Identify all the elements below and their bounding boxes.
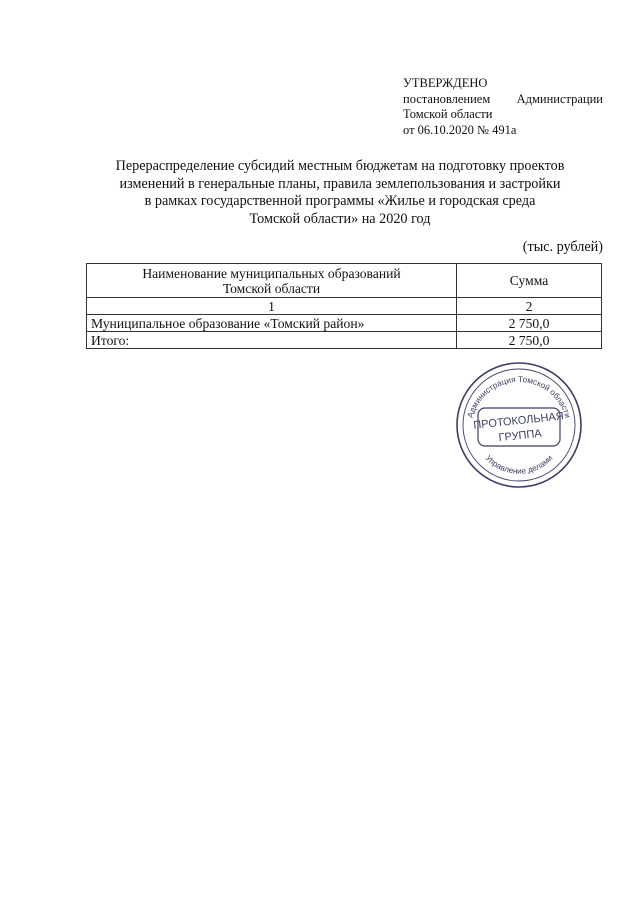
stamp-outer-text-bottom: Управление делами <box>483 453 555 476</box>
municipality-sum-cell: 2 750,0 <box>457 315 602 332</box>
approval-heading: УТВЕРЖДЕНО <box>403 76 488 90</box>
title-line: Томской области» на 2020 год <box>249 210 431 227</box>
approval-region: Томской области <box>403 107 493 121</box>
table-row-total <box>87 332 602 349</box>
approval-resolution-word: постановлением <box>403 91 491 106</box>
official-stamp <box>454 360 584 490</box>
stamp-inner-line2: ГРУППА <box>498 427 543 445</box>
units-label: (тыс. рублей) <box>522 239 603 255</box>
title-line: в рамках государственной программы «Жилье и городская среда <box>144 193 536 209</box>
document-title <box>60 158 620 228</box>
approval-date-number: от 06.10.2020 № 491а <box>403 122 517 137</box>
subsidy-table <box>86 263 602 349</box>
approval-block <box>403 76 603 138</box>
title-line: Перераспределение субсидий местным бюджетам на подготовку проектов <box>115 158 565 174</box>
header-name-cell <box>87 264 457 298</box>
header-name-line2: Томской области <box>222 280 321 296</box>
approval-administration-word: Администрации <box>516 91 603 106</box>
column-number-1: 1 <box>87 298 457 315</box>
stamp-outer-text-top: Администрация Томской области <box>465 374 573 419</box>
header-name-line1: Наименование муниципальных образований <box>142 265 401 281</box>
table-header-row <box>87 264 602 298</box>
table-row <box>87 315 602 332</box>
stamp-inner-line1: ПРОТОКОЛЬНАЯ <box>472 410 565 432</box>
title-line: изменений в генеральные планы, правила землепользования и застройки <box>119 175 561 192</box>
column-number-2: 2 <box>457 298 602 315</box>
column-number-row <box>87 298 602 315</box>
total-label-cell: Итого: <box>87 332 457 349</box>
header-sum-cell: Сумма <box>457 264 602 298</box>
approval-line-resolution <box>403 92 603 108</box>
municipality-name-cell: Муниципальное образование «Томский район» <box>87 315 457 332</box>
total-sum-cell: 2 750,0 <box>457 332 602 349</box>
